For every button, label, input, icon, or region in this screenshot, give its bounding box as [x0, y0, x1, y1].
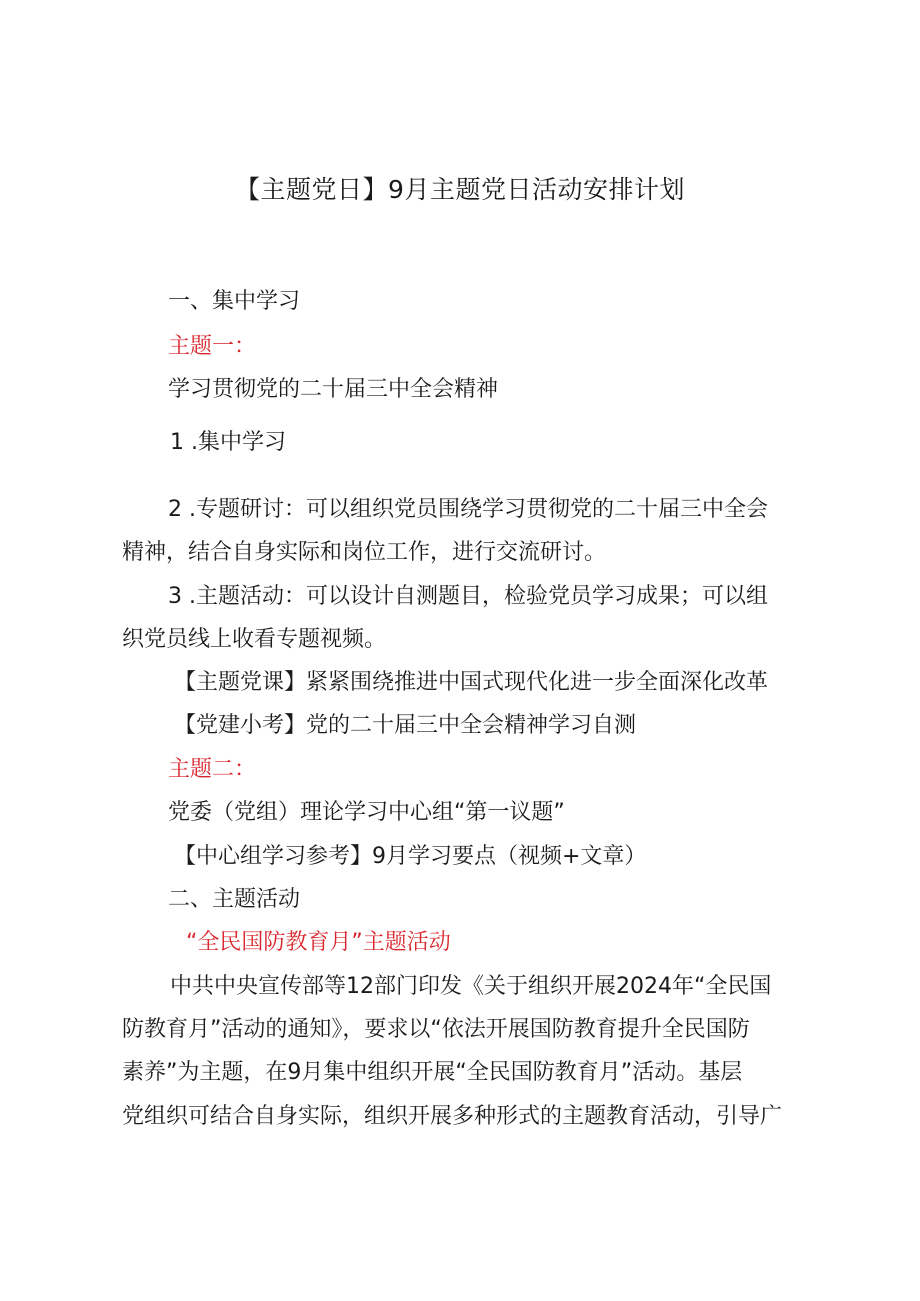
topic-2-label: 主题二： — [168, 757, 257, 782]
national-defense-subtitle: “全民国防教育月”主题活动 — [186, 930, 451, 955]
party-quiz: 【党建小考】党的二十届三中全会精神学习自测 — [174, 713, 637, 738]
paragraph-line-1: 中共中央宣传部等12部门印发《关于组织开展2024年“全民国 — [170, 974, 772, 999]
section-1-heading: 一、集中学习 — [168, 289, 301, 314]
party-course: 【主题党课】紧紧围绕推进中国式现代化进一步全面深化改革 — [174, 670, 769, 695]
topic-1-text: 学习贯彻党的二十届三中全会精神 — [168, 377, 499, 402]
item-2-line-2: 精神，结合自身实际和岗位工作，进行交流研讨。 — [122, 540, 607, 565]
paragraph-line-2: 防教育月”活动的通知》，要求以“依法开展国防教育提升全民国防 — [122, 1017, 750, 1042]
item-3-line-1: 3 .主题活动：可以设计自测题目，检验党员学习成果；可以组 — [168, 584, 768, 609]
document-title: 【主题党日】9月主题党日活动安排计划 — [235, 175, 685, 204]
section-2-heading: 二、主题活动 — [168, 887, 301, 912]
study-reference: 【中心组学习参考】9月学习要点（视频+文章） — [174, 844, 647, 869]
topic-2-text: 党委（党组）理论学习中心组“第一议题” — [168, 800, 565, 825]
topic-1-label: 主题一： — [168, 334, 257, 359]
item-1: 1 .集中学习 — [170, 430, 286, 455]
item-3-line-2: 织党员线上收看专题视频。 — [122, 627, 387, 652]
item-2-line-1: 2 .专题研讨：可以组织党员围绕学习贯彻党的二十届三中全会 — [168, 497, 768, 522]
paragraph-line-3: 素养”为主题，在9月集中组织开展“全民国防教育月”活动。基层 — [122, 1060, 743, 1085]
paragraph-line-4: 党组织可结合自身实际，组织开展多种形式的主题教育活动，引导广 — [122, 1104, 783, 1129]
